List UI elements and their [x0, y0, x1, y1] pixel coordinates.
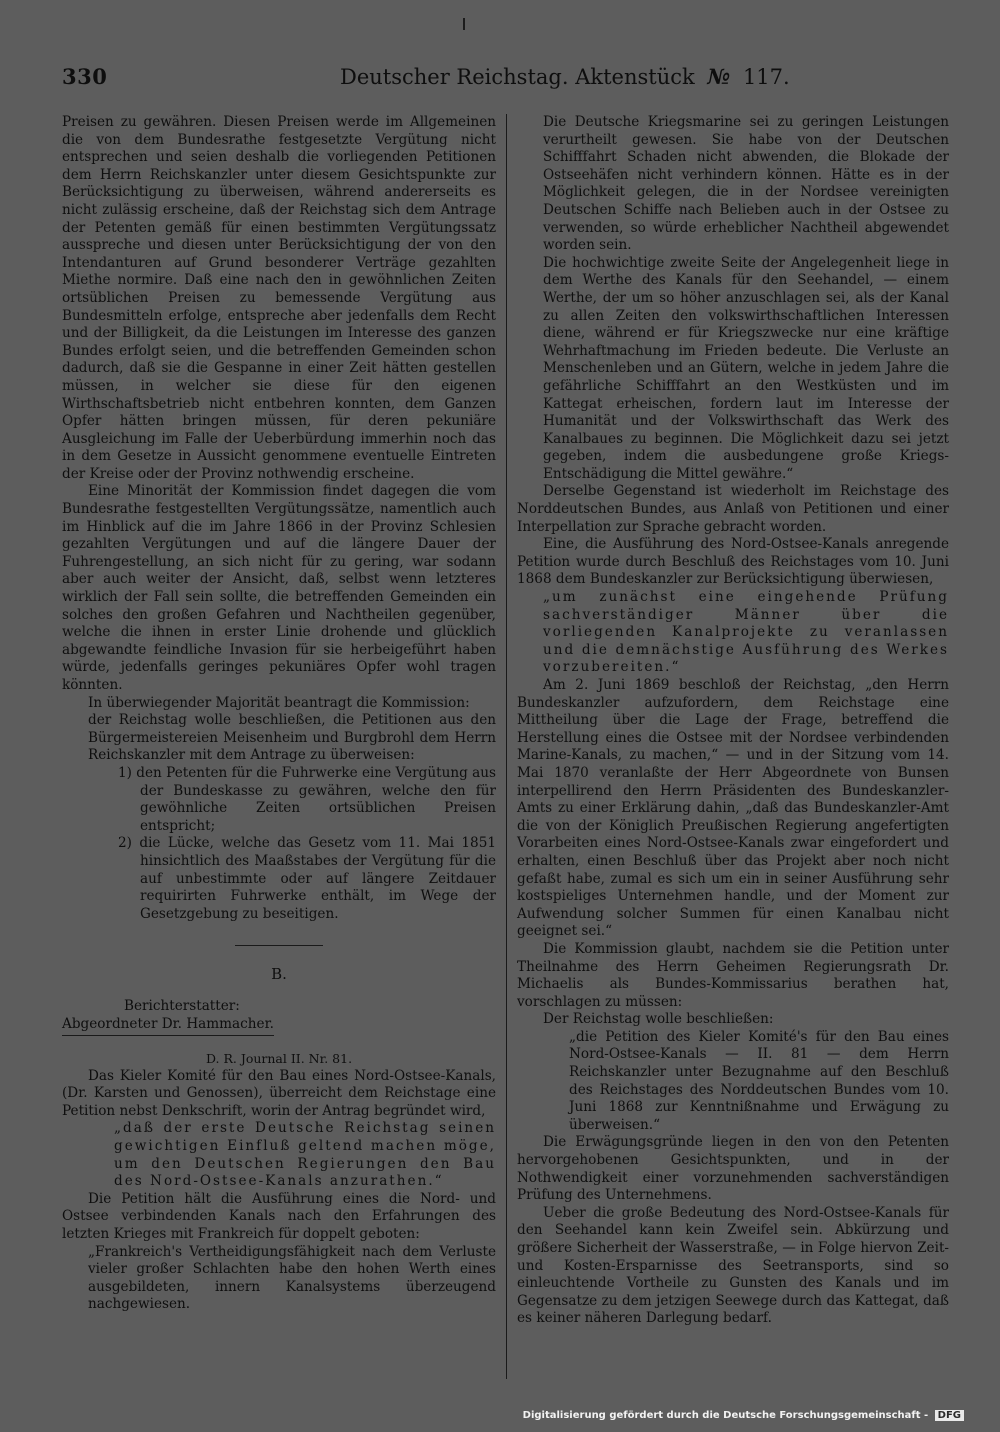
digitization-credit	[523, 1410, 964, 1421]
paragraph: Derselbe Gegenstand ist wiederholt im Reichstage des Norddeutschen Bundes, aus Anlaß von Petitionen und einer Interpellation zur Sprache gebracht worden.	[517, 483, 949, 535]
resolution-text: „die Petition des Kieler Komité's für den Bau eines Nord-Ostsee-Kanals — II. 81 — dem Herrn Reichskanzler unter Bezugnahme auf den Beschluß des Reichstages des Norddeutschen Bundes vom 10. Juni 1868 zur Kenntnißnahme und Erwägung zu überweisen.“	[569, 1028, 949, 1133]
paragraph: Die Erwägungsgründe liegen in den von den Petenten hervorgehobenen Gesichtspunkten, und in der Nothwendigkeit einer vorzunehmenden sachverständigen Prüfung des Unternehmens.	[517, 1134, 949, 1204]
reporter-name: Abgeordneter Dr. Hammacher.	[62, 1016, 274, 1037]
page-number: 330	[62, 64, 108, 89]
paragraph: Eine Minorität der Kommission findet dagegen die vom Bundesrathe festgestellten Vergütungssätze, namentlich auch im Hinblick auf die im Jahre 1866 in der Provinz Schlesien gezahlten Vergütungen und auf die längere Dauer der Fuhrengestellung, an sich nicht für zu gering, war sodann aber auch weiter der Ansicht, daß, selbst wenn letzteres wirklich der Fall sein sollte, die betreffenden Gemeinden ein solches den großen Gefahren und Nachtheilen gegenüber, welche die ihnen in erster Linie drohende und glücklich abgewandte feindliche Invasion für sie herbeigeführt haben würde, jedenfalls geringes pekuniäres Opfer wohl tragen könnten.	[62, 483, 496, 693]
paragraph: Ueber die große Bedeutung des Nord-Ostsee-Kanals für den Seehandel kann kein Zweifel sein. Abkürzung und größere Sicherheit der Wasserstraße, — in Folge hiervon Zeit- und Kosten-Ersparnisse des Seetransports, sind so einleuchtende Vortheile zu Gunsten des Kanals und im Gegensatze zu dem jetzigen Seewege durch das Kattegat, daß es keiner näheren Darlegung bedarf.	[517, 1204, 949, 1327]
running-title	[340, 64, 790, 89]
paragraph: Die Kommission glaubt, nachdem sie die Petition unter Theilnahme des Herrn Geheimen Regierungsrath Dr. Michaelis als Bundes-Kommissarius berathen hat, vorschlagen zu müssen:	[517, 940, 949, 1010]
left-column	[62, 114, 496, 1314]
paragraph: Das Kieler Komité für den Bau eines Nord-Ostsee-Kanals, (Dr. Karsten und Genossen), überreicht dem Reichstage eine Petition nebst Denkschrift, worin der Antrag begründet wird,	[62, 1067, 496, 1119]
column-divider	[506, 114, 507, 1379]
paragraph: Am 2. Juni 1869 beschloß der Reichstag, „den Herrn Bundeskanzler aufzufordern, dem Reichstage eine Mittheilung über die Lage der Frage, betreffend die Herstellung eines die Ostsee mit der Nordsee verbindenden Marine-Kanals, zu machen,“ — und in der Sitzung vom 14. Mai 1870 veranlaßte der Herr Abgeordnete von Bunsen interpellirend den Herrn Präsidenten des Bundeskanzler-Amts zu einer Erklärung dahin, „daß das Bundeskanzler-Amt die von der Königlich Preußischen Regierung angefertigten Vorarbeiten eines Nord-Ostsee-Kanals zwar eingefordert und erhalten, einen Beschluß über das Projekt aber noch nicht gefaßt habe, zumal es sich um ein in seiner Ausführung sehr kostspieliges Unternehmen handle, und der Moment zur Aufwendung solcher Summen für einen Kanalbau nicht geeignet sei.“	[517, 677, 949, 940]
quoted-paragraph: „Frankreich's Vertheidigungsfähigkeit nach dem Verluste vieler großer Schlachten habe den hohen Werth eines ausgebildeten, innern Kanalsystems überzeugend nachgewiesen.	[88, 1243, 496, 1313]
right-column	[517, 114, 949, 1328]
document-type: Aktenstück	[575, 65, 695, 89]
quoted-motion: „daß der erste Deutsche Reichstag seinen gewichtigen Einfluß geltend machen möge, um den Deutschen Regierungen den Bau des Nord-Ostsee-Kanals anzurathen.“	[114, 1120, 496, 1190]
page-header	[62, 64, 932, 92]
journal-reference: D. R. Journal II. Nr. 81.	[205, 1051, 353, 1067]
resolution-heading: Der Reichstag wolle beschließen:	[543, 1011, 774, 1028]
list-item: 2) die Lücke, welche das Gesetz vom 11. Mai 1851 hinsichtlich des Maaßstabes der Vergütung für die auf unbestimmte oder auf längere Zeitdauer requirirten Fuhrwerke enthält, im Wege der Gesetzgebung zu beseitigen.	[118, 835, 496, 922]
paragraph: Die Petition hält die Ausführung eines die Nord- und Ostsee verbindenden Kanals nach den Erfahrungen des letzten Krieges mit Frankreich für doppelt geboten:	[62, 1190, 496, 1243]
quoted-paragraph: Die Deutsche Kriegsmarine sei zu geringen Leistungen verurtheilt gewesen. Sie habe von der Deutschen Schifffahrt Schaden nicht abwenden, die Blokade der Ostseehäfen nicht verhindern können. Hätte es in der Möglichkeit gelegen, die in der Nordsee vereinigten Deutschen Schiffe nach Belieben auch in der Ostsee zu verwenden, so würde erheblicher Nachtheil abgewendet worden sein.	[543, 114, 949, 254]
reporter-line	[62, 1016, 496, 1037]
credit-text: Digitalisierung gefördert durch die Deutsche Forschungsgemeinschaft -	[522, 1410, 929, 1421]
publication-title: Deutscher Reichstag.	[340, 65, 569, 89]
paragraph: Preisen zu gewähren. Diesen Preisen werde im Allgemeinen die von dem Bundesrathe festgesetzte Vergütung nicht entsprechen und seien deshalb die vorliegenden Petitionen dem Herrn Reichskanzler unter diesem Gesichtspunkte zur Berücksichtigung zu überweisen, während andererseits es nicht zulässig erscheine, daß der Reichstag sich dem Antrage der Petenten gemäß für einen bestimmten Vergütungssatz ausspreche und diesen unter Berücksichtigung der von den Intendanturen auf Grund besonderer Verträge gezahlten Miethe normire. Daß eine nach den in gewöhnlichen Zeiten ortsüblichen Preisen zu bemessende Vergütung aus Bundesmitteln erfolge, entspreche aber jedenfalls dem Recht und der Billigkeit, da die Leistungen im Interesse des ganzen Bundes erfolgt seien, und die betreffenden Gemeinden schon dadurch, daß sie die Gespanne in einer Zeit hätten gestellen müssen, in welcher sie diese für den eigenen Wirthschaftsbetrieb nicht entbehren konnten, dem Ganzen Opfer hätten bringen müssen, für deren pekuniäre Ausgleichung im Falle der Ueberbürdung immerhin noch das in dem Gesetze in Aussicht genommene eventuelle Eintreten der Kreise oder der Provinz nothwendig erscheine.	[62, 114, 496, 482]
document-number: 117.	[742, 65, 790, 89]
resolution-text: der Reichstag wolle beschließen, die Petitionen aus den Bürgermeistereien Meisenheim und Burgbrohl dem Herrn Reichskanzler mit dem Antrage zu überweisen:	[88, 712, 496, 764]
reporter-label: Berichterstatter:	[124, 997, 240, 1014]
section-divider	[235, 945, 323, 946]
scan-artifact-mark	[463, 18, 465, 30]
dfg-logo: DFG	[935, 1410, 964, 1421]
list-item: 1) den Petenten für die Fuhrwerke eine Vergütung aus der Bundeskasse zu gewähren, welche den für gewöhnliche Zeiten ortsüblichen Preisen entspricht;	[118, 764, 496, 834]
number-sign: №	[707, 64, 731, 89]
quoted-motion: „um zunächst eine eingehende Prüfung sachverständiger Männer über die vorliegenden Kanalprojekte zu veranlassen und die demnächstige Ausführung des Werkes vorzubereiten.“	[543, 589, 949, 676]
paragraph: Eine, die Ausführung des Nord-Ostsee-Kanals anregende Petition wurde durch Beschluß des Reichstages vom 10. Juni 1868 dem Bundeskanzler zur Berücksichtigung überwiesen,	[517, 536, 949, 588]
paragraph: In überwiegender Majorität beantragt die Kommission:	[88, 694, 470, 711]
section-heading: B.	[271, 965, 287, 984]
quoted-paragraph: Die hochwichtige zweite Seite der Angelegenheit liege in dem Werthe des Kanals für den Seehandel, — einem Werthe, der um so höher anzuschlagen sei, als der Kanal zu allen Zeiten den volkswirthschaftlichen Interessen diene, während er für Kriegszwecke nur eine kräftige Wehrhaftmachung im Frieden bedeute. Die Verluste an Menschenleben und an Gütern, welche in jedem Jahre die gefährliche Schifffahrt an den Westküsten und im Kattegat erheischen, fordern laut im Interesse der Humanität und der Volkswirthschaft das Werk des Kanalbaues zu beginnen. Die Möglichkeit dazu sei jetzt gegeben, indem die ausbedungene große Kriegs-Entschädigung die Mittel gewähre.“	[543, 254, 949, 482]
